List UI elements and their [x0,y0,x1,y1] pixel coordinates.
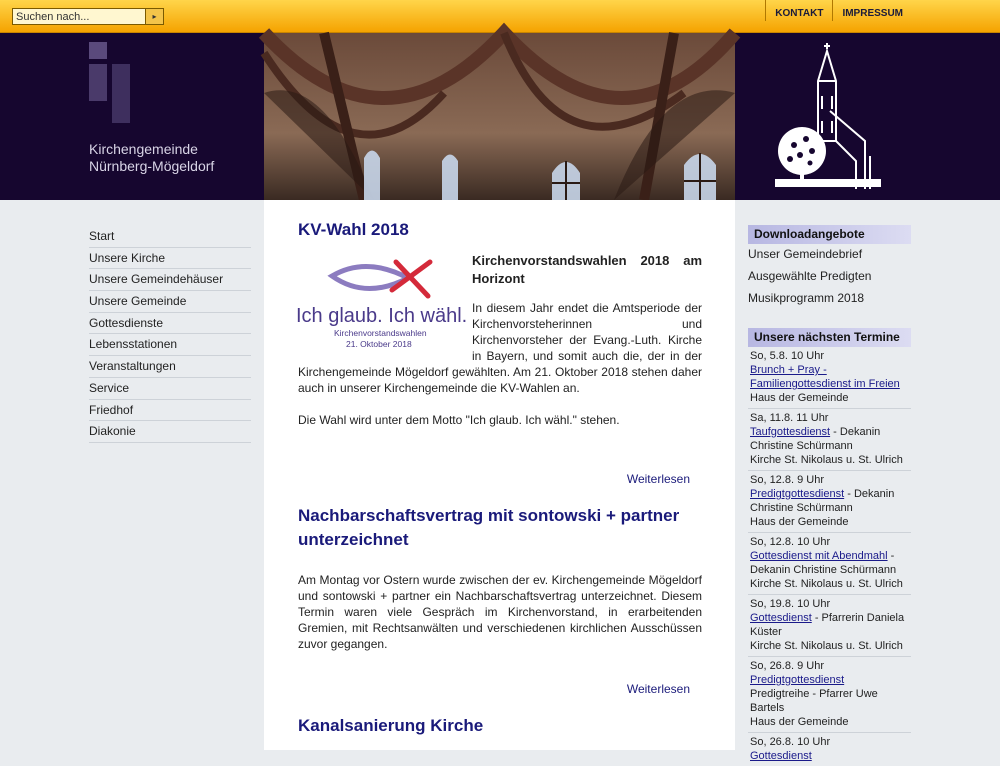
article-body: Am Montag vor Ostern wurde zwischen der ev. Kirchengemeinde Mögeldorf und sontowski + partner ein Nachbarschaftsvertrag unterzeichnet. Diesem Termin waren viele Gespräch im Kirchenvorstand, in erarbeitenden Gremien, mit Rechtsanwälten und verschiedenen kirchlichen Ausschüssen zuvor gegangen. [298,573,702,651]
nav-item-unsere-kirche[interactable]: Unsere Kirche [89,248,251,270]
read-more-link-nachbarschaftsvertrag[interactable]: Weiterlesen [626,682,690,696]
termine-heading: Unsere nächsten Termine [748,328,911,347]
article-kanalsanierung [298,714,702,738]
event-date: So, 26.8. 10 Uhr [750,736,831,748]
event-link[interactable]: Gottesdienst mit Abendmahl [750,550,888,562]
event-date: So, 12.8. 10 Uhr [750,536,831,548]
nav-item-veranstaltungen[interactable]: Veranstaltungen [89,356,251,378]
downloads-list [748,244,911,310]
event-link[interactable]: Gottesdienst [750,750,812,762]
top-links [765,0,912,21]
article-body-2: Die Wahl wird unter dem Motto "Ich glaub. Ich wähl." stehen. [298,413,620,427]
termine-list [748,347,911,766]
event-date: So, 19.8. 10 Uhr [750,598,831,610]
event-date: So, 5.8. 10 Uhr [750,350,824,362]
nav-item-lebensstationen[interactable]: Lebensstationen [89,334,251,356]
event-link[interactable]: Predigtgottesdienst [750,488,845,500]
download-predigten[interactable]: Ausgewählte Predigten [748,269,872,283]
impressum-link[interactable]: IMPRESSUM [832,0,912,21]
site-name-line2: Nürnberg-Mögeldorf [89,158,215,174]
nav-item-service[interactable]: Service [89,378,251,400]
article-title[interactable]: Kanalsanierung Kirche [298,716,484,735]
article-kv-wahl [298,218,702,428]
church-vault-photo-icon [264,33,735,200]
event-detail: Predigtreihe - Pfarrer Uwe Bartels [750,688,878,714]
main-navigation [89,226,251,443]
article-title[interactable]: KV-Wahl 2018 [298,220,409,239]
event-item [748,595,911,657]
search-submit-button[interactable]: ▸ [146,8,164,25]
read-more-link-kv-wahl[interactable]: Weiterlesen [626,472,690,486]
article-lead: Kirchenvorstandswahlen 2018 am Horizont [472,253,702,286]
site-name[interactable] [89,141,214,175]
event-place: Kirche St. Nikolaus u. St. Ulrich [750,640,903,652]
event-detail: - Dekanin Christine Schürmann [750,426,881,452]
nav-item-start[interactable]: Start [89,226,251,248]
article-title[interactable]: Nachbarschaftsvertrag mit sontowski + partner unterzeichnet [298,506,680,549]
event-place: Haus der Gemeinde [750,392,849,404]
nav-item-gottesdienste[interactable]: Gottesdienste [89,313,251,335]
event-item [748,409,911,471]
kv-logo-date: 21. Oktober 2018 [346,339,412,349]
church-logo-icon[interactable] [770,41,890,193]
event-place: Haus der Gemeinde [750,516,849,528]
site-name-line1: Kirchengemeinde [89,141,198,157]
nav-item-friedhof[interactable]: Friedhof [89,400,251,422]
event-detail: - Pfarrerin Daniela Küster [750,612,905,638]
event-place: Haus der Gemeinde [750,716,849,728]
event-date: Sa, 11.8. 11 Uhr [750,412,829,424]
event-item [748,657,911,733]
event-date: So, 26.8. 9 Uhr [750,660,824,672]
right-sidebar [748,225,911,766]
event-detail: - Dekanin Christine Schürmann [750,488,895,514]
event-item [748,347,911,409]
event-date: So, 12.8. 9 Uhr [750,474,824,486]
event-item [748,471,911,533]
event-item [748,533,911,595]
nav-item-diakonie[interactable]: Diakonie [89,421,251,443]
kontakt-link[interactable]: KONTAKT [765,0,832,21]
search-form [12,8,164,25]
kv-logo-subtitle: Kirchenvorstandswahlen [334,328,427,338]
event-link[interactable]: Brunch + Pray - Familiengottesdienst im Freien [750,364,900,390]
search-input[interactable] [12,8,146,25]
event-place: Kirche St. Nikolaus u. St. Ulrich [750,454,903,466]
site-header [0,33,1000,200]
event-item [748,733,911,766]
download-musikprogramm[interactable]: Musikprogramm 2018 [748,291,865,305]
nav-item-unsere-gemeindehaeuser[interactable]: Unsere Gemeindehäuser [89,269,251,291]
downloads-heading: Downloadangebote [748,225,911,244]
event-place: Kirche St. Nikolaus u. St. Ulrich [750,578,903,590]
header-photo [264,33,735,200]
kv-logo-slogan: Ich glaub. Ich wähl. [296,305,468,327]
article-nachbarschaftsvertrag [298,504,702,652]
nav-item-unsere-gemeinde[interactable]: Unsere Gemeinde [89,291,251,313]
event-link[interactable]: Predigtgottesdienst [750,674,845,686]
main-content [264,200,735,750]
event-detail: - Dekanin Christine Schürmann [750,550,897,576]
article-body: In diesem Jahr endet die Amtsperiode der Kirchenvorsteherinnen und Kirchenvorsteher der Evang.-Luth. Kirche in Bayern, und somit auch die, der in der Kirchengemeinde Mögeldorf gewählten. Am 21. Oktober 2018 stehen daher auch in unserer Kirchengemeinde die KV-Wahlen an. [298,301,702,395]
kv-wahl-logo-icon [296,256,466,352]
download-gemeindebrief[interactable]: Unser Gemeindebrief [748,247,863,261]
event-link[interactable]: Gottesdienst [750,612,812,624]
event-link[interactable]: Taufgottesdienst [750,426,831,438]
